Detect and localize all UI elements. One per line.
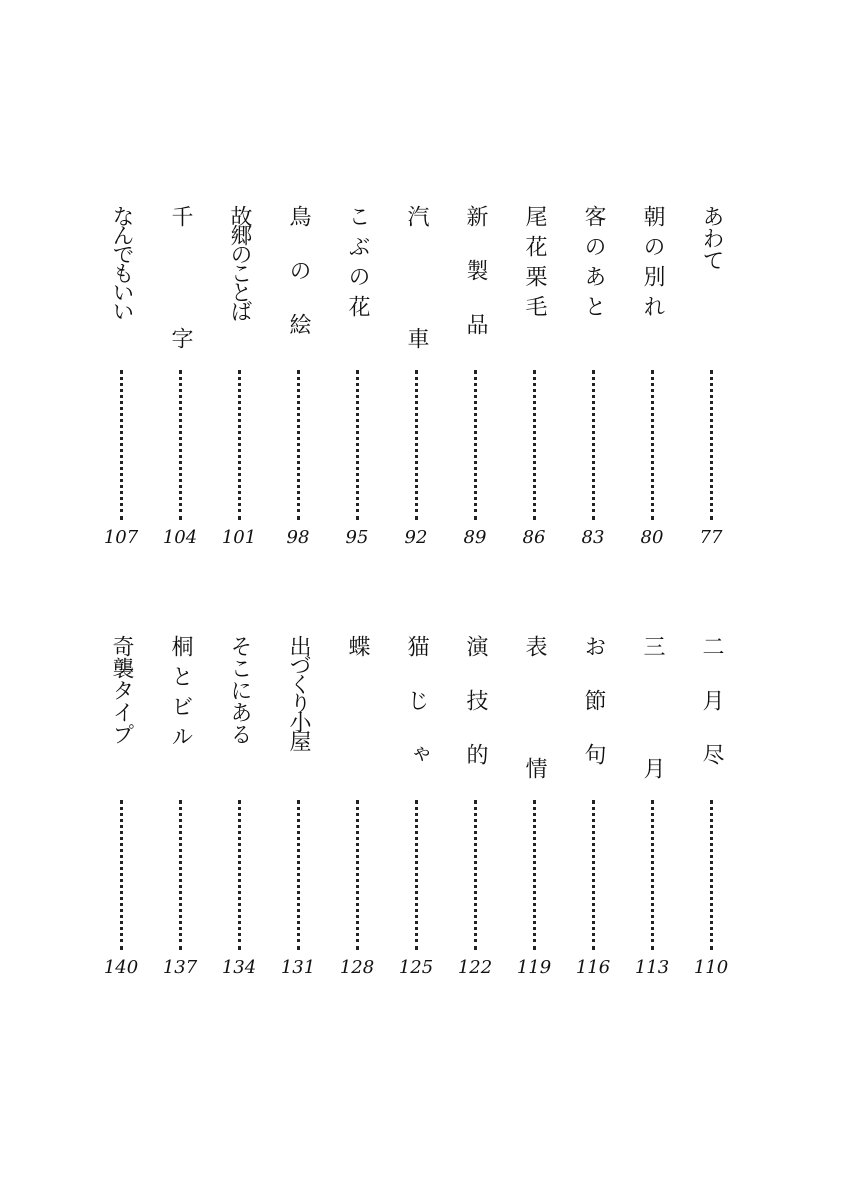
page-number: 125: [398, 957, 434, 978]
dot-leader: [474, 800, 477, 950]
entry-title: 汽車: [404, 205, 429, 449]
toc-entry[interactable]: [340, 635, 374, 995]
page-number: 104: [162, 527, 198, 548]
entry-title: 千字: [168, 205, 193, 449]
toc-entry[interactable]: [635, 205, 669, 565]
page-number: 110: [693, 957, 729, 978]
toc-entry[interactable]: [163, 635, 197, 995]
toc-entry[interactable]: [694, 635, 728, 995]
toc-entry[interactable]: [694, 205, 728, 565]
toc-entry[interactable]: [576, 205, 610, 565]
toc-entry[interactable]: [635, 635, 669, 995]
dot-leader: [710, 370, 713, 520]
page-number: 113: [634, 957, 670, 978]
entry-title: 桐とビル: [168, 635, 193, 755]
dot-leader: [474, 370, 477, 520]
toc-block-2: [0, 635, 841, 995]
page-number: 95: [345, 527, 369, 548]
entry-title: あわて: [699, 205, 724, 271]
page-number: 137: [162, 957, 198, 978]
entry-title: 三月: [640, 635, 665, 879]
dot-leader: [356, 800, 359, 950]
entry-title: こぶの花: [345, 205, 370, 325]
page-number: 122: [457, 957, 493, 978]
dot-leader: [120, 370, 123, 520]
toc-entry[interactable]: [104, 635, 138, 995]
dot-leader: [651, 370, 654, 520]
dot-leader: [415, 370, 418, 520]
dot-leader: [179, 800, 182, 950]
toc-block-1: [0, 205, 841, 565]
toc-entry[interactable]: [458, 635, 492, 995]
page-number: 83: [581, 527, 605, 548]
dot-leader: [238, 800, 241, 950]
entry-title: 鳥の絵: [286, 205, 311, 367]
page-number: 119: [516, 957, 552, 978]
page-number: 131: [280, 957, 316, 978]
page-number: 89: [463, 527, 487, 548]
entry-title: 出づくり小屋: [286, 635, 311, 749]
dot-leader: [651, 800, 654, 950]
toc-entry[interactable]: [517, 205, 551, 565]
toc-entry[interactable]: [163, 205, 197, 565]
page-number: 116: [575, 957, 611, 978]
dot-leader: [297, 800, 300, 950]
entry-title: お節句: [581, 635, 606, 797]
page-number: 101: [221, 527, 257, 548]
dot-leader: [238, 370, 241, 520]
toc-entry[interactable]: [517, 635, 551, 995]
entry-title: 尾花栗毛: [522, 205, 547, 325]
toc-entry[interactable]: [340, 205, 374, 565]
page-number: 80: [640, 527, 664, 548]
page-number: 128: [339, 957, 375, 978]
page-number: 140: [103, 957, 139, 978]
page-number: 92: [404, 527, 428, 548]
entry-title: 新製品: [463, 205, 488, 367]
dot-leader: [710, 800, 713, 950]
dot-leader: [533, 370, 536, 520]
page-number: 98: [286, 527, 310, 548]
dot-leader: [356, 370, 359, 520]
toc-entry[interactable]: [222, 635, 256, 995]
entry-title: 客のあと: [581, 205, 606, 325]
toc-entry[interactable]: [281, 635, 315, 995]
entry-title: 演技的: [463, 635, 488, 797]
toc-entry[interactable]: [399, 205, 433, 565]
page-number: 77: [699, 527, 723, 548]
toc-entry[interactable]: [458, 205, 492, 565]
dot-leader: [592, 370, 595, 520]
toc-entry[interactable]: [104, 205, 138, 565]
entry-title: 二月尽: [699, 635, 724, 797]
dot-leader: [592, 800, 595, 950]
dot-leader: [120, 800, 123, 950]
entry-title: そこにある: [227, 635, 252, 745]
entry-title: 奇襲タイプ: [109, 635, 134, 745]
entry-title: なんでもいい: [109, 205, 134, 319]
page-number: 86: [522, 527, 546, 548]
dot-leader: [297, 370, 300, 520]
toc-entry[interactable]: [576, 635, 610, 995]
entry-title: 表情: [522, 635, 547, 879]
page-number: 107: [103, 527, 139, 548]
entry-title: 猫じゃ: [404, 635, 429, 797]
dot-leader: [179, 370, 182, 520]
toc-entry[interactable]: [222, 205, 256, 565]
toc-entry[interactable]: [399, 635, 433, 995]
entry-title: 蝶: [345, 635, 370, 657]
dot-leader: [533, 800, 536, 950]
dot-leader: [415, 800, 418, 950]
entry-title: 朝の別れ: [640, 205, 665, 325]
page-number: 134: [221, 957, 257, 978]
entry-title: 故郷のことば: [227, 205, 252, 319]
toc-entry[interactable]: [281, 205, 315, 565]
